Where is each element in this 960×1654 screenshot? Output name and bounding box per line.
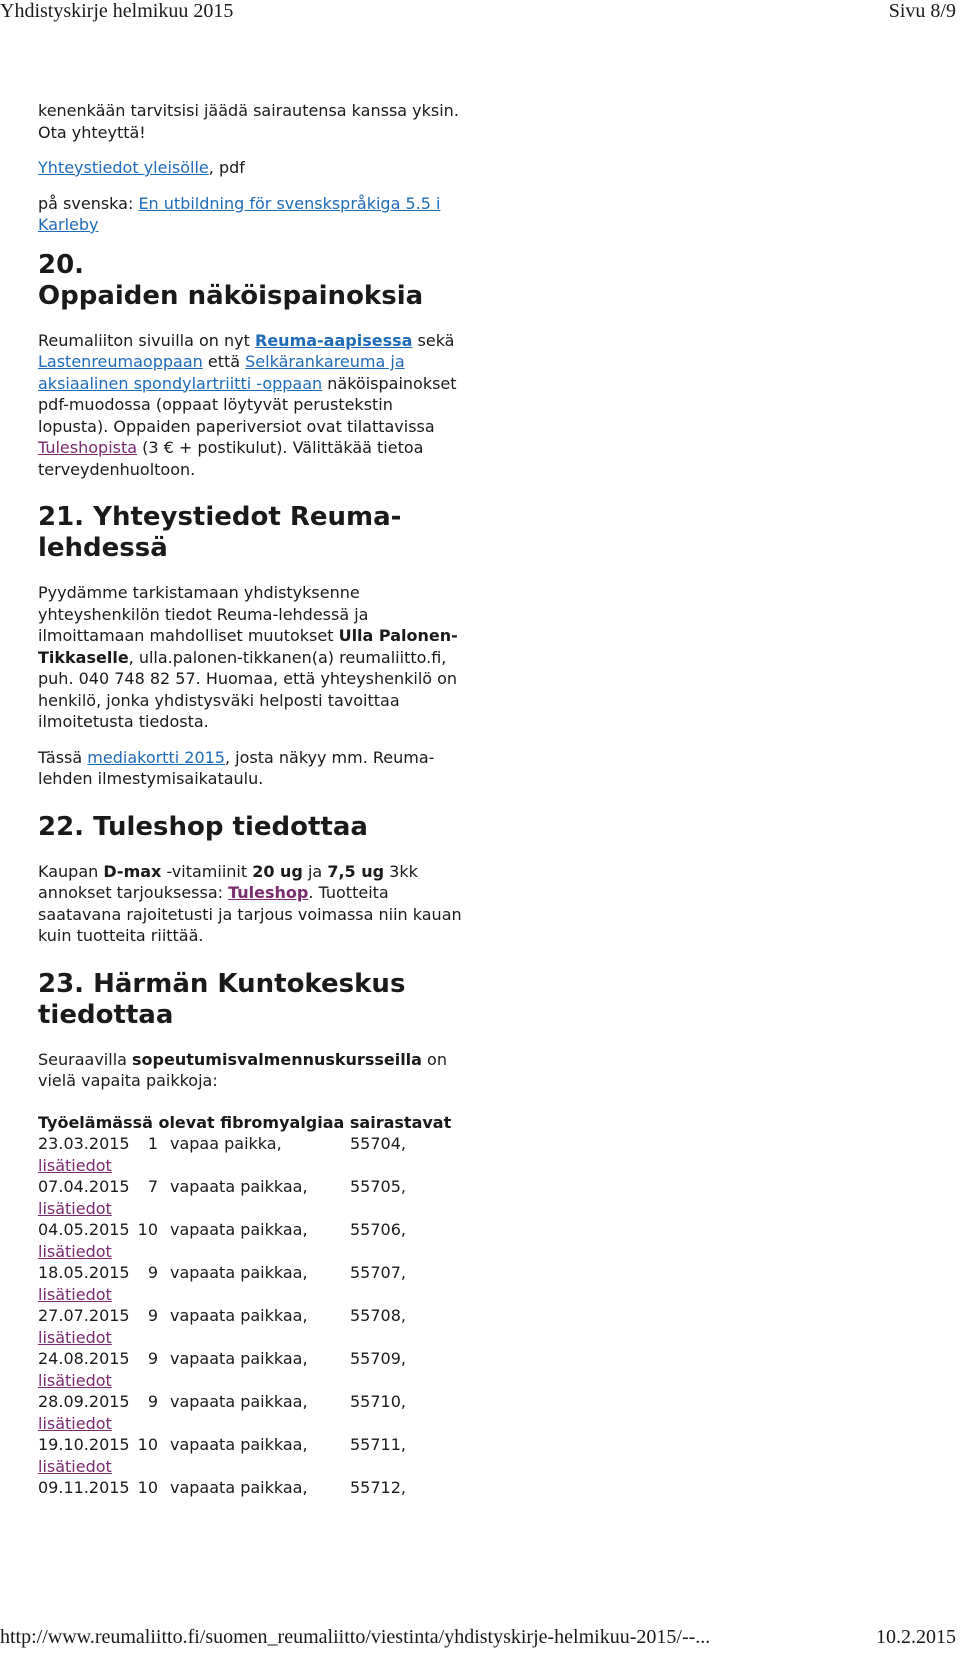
course-more-row: [38, 1413, 468, 1435]
course-seats-label: vapaata paikkaa,: [170, 1349, 308, 1368]
course-row: [38, 1305, 468, 1327]
mediakortti-link[interactable]: mediakortti 2015: [87, 747, 225, 767]
course-seats-label: vapaata paikkaa,: [170, 1478, 308, 1497]
course-details-link[interactable]: lisätiedot: [38, 1413, 112, 1433]
course-details-link[interactable]: lisätiedot: [38, 1327, 112, 1347]
course-more-row: [38, 1284, 468, 1306]
course-seats: 9: [147, 1263, 158, 1282]
course-details-link[interactable]: lisätiedot: [38, 1241, 112, 1261]
course-seats-label: vapaata paikkaa,: [170, 1177, 308, 1196]
course-row: [38, 1176, 468, 1198]
course-date: 27.07.2015: [38, 1306, 130, 1325]
section-21-media-line: Tässä mediakortti 2015, josta näkyy mm. Reuma-lehden ilmestymisaikataulu.: [38, 747, 435, 788]
reuma-aapinen-link[interactable]: Reuma-aapisessa: [255, 330, 413, 350]
course-seats: 10: [137, 1435, 158, 1454]
course-row: [38, 1133, 468, 1155]
course-more-row: [38, 1155, 468, 1177]
course-row: [38, 1434, 468, 1456]
intro-contact-line: Yhteystiedot yleisölle, pdf: [38, 158, 245, 177]
course-date: 19.10.2015: [38, 1435, 130, 1454]
spondylartriitti-opas-link[interactable]: Selkärankareuma ja aksiaalinen spondylartriitti -oppaan: [38, 352, 405, 393]
course-more-row: [38, 1327, 468, 1349]
course-more-row: [38, 1241, 468, 1263]
print-date: 10.2.2015: [876, 1626, 956, 1648]
course-date: 24.08.2015: [38, 1349, 130, 1368]
section-21-heading: 21. Yhteystiedot Reuma-lehdessä: [38, 502, 402, 563]
course-seats-label: vapaata paikkaa,: [170, 1392, 308, 1411]
course-code: 55705,: [350, 1177, 406, 1196]
course-seats: 9: [147, 1392, 158, 1411]
course-list: [38, 1133, 468, 1499]
course-row: [38, 1219, 468, 1241]
swedish-course-link[interactable]: En utbildning för svenskspråkiga 5.5 i Karleby: [38, 193, 441, 234]
course-details-link[interactable]: lisätiedot: [38, 1456, 112, 1476]
tuleshop-link[interactable]: Tuleshopista: [38, 438, 138, 457]
course-code: 55704,: [350, 1134, 406, 1153]
course-more-row: [38, 1198, 468, 1220]
course-seats: 7: [147, 1177, 158, 1196]
course-code: 55712,: [350, 1478, 406, 1497]
course-seats-label: vapaata paikkaa,: [170, 1220, 308, 1239]
course-code: 55706,: [350, 1220, 406, 1239]
course-code: 55710,: [350, 1392, 406, 1411]
page-footer: [0, 1626, 960, 1654]
course-code: 55707,: [350, 1263, 406, 1282]
course-seats: 9: [147, 1306, 158, 1325]
course-date: 04.05.2015: [38, 1220, 130, 1239]
course-row: [38, 1477, 468, 1499]
intro-text: kenenkään tarvitsisi jäädä sairautensa kanssa yksin. Ota yhteyttä!: [38, 101, 459, 142]
course-date: 28.09.2015: [38, 1392, 130, 1411]
course-details-link[interactable]: lisätiedot: [38, 1370, 112, 1390]
section-23-heading: 23. Härmän Kuntokeskus tiedottaa: [38, 968, 406, 1030]
page-url: http://www.reumaliitto.fi/suomen_reumaliitto/viestinta/yhdistyskirje-helmikuu-2015/--...: [0, 1626, 711, 1648]
course-seats: 10: [137, 1220, 158, 1239]
course-code: 55708,: [350, 1306, 406, 1325]
course-date: 23.03.2015: [38, 1134, 130, 1153]
page-number: Sivu 8/9: [888, 0, 956, 22]
intro-swedish-line: på svenska: En utbildning för svenskspråkiga 5.5 i Karleby: [38, 193, 441, 234]
course-row: [38, 1348, 468, 1370]
course-row: [38, 1391, 468, 1413]
course-more-row: [38, 1370, 468, 1392]
course-code: 55709,: [350, 1349, 406, 1368]
section-20-text: Reumaliiton sivuilla on nyt Reuma-aapisessa sekä Lastenreumaoppaan että Selkärankareuma ja aksiaalinen spondylartriitti -oppaan näköispainokset pdf-muodossa (oppaat löytyvät perustekstin lopusta). Oppaiden paperiversiot ovat tilattavissa Tuleshopista (3 € + postikulut). Välittäkää tietoa terveydenhuoltoon.: [38, 330, 457, 479]
section-23-text: Seuraavilla sopeutumisvalmennuskursseilla on vielä vapaita paikkoja:: [38, 1049, 447, 1090]
course-date: 18.05.2015: [38, 1263, 130, 1282]
lastenreumaopas-link[interactable]: Lastenreumaoppaan: [38, 352, 203, 371]
public-contacts-link[interactable]: Yhteystiedot yleisölle: [38, 158, 209, 177]
course-group-title: Työelämässä olevat fibromyalgiaa sairastavat: [38, 1112, 452, 1132]
course-details-link[interactable]: lisätiedot: [38, 1284, 112, 1304]
course-seats-label: vapaata paikkaa,: [170, 1263, 308, 1282]
section-20-heading: 20. Oppaiden näköispainoksia: [38, 249, 424, 311]
course-date: 09.11.2015: [38, 1478, 130, 1497]
course-seats: 9: [147, 1349, 158, 1368]
course-date: 07.04.2015: [38, 1177, 130, 1196]
tuleshop-offer-link[interactable]: Tuleshop: [228, 883, 309, 902]
document-title: Yhdistyskirje helmikuu 2015: [0, 0, 234, 22]
course-seats-label: vapaa paikka,: [170, 1134, 282, 1153]
page-header: [0, 0, 960, 30]
course-seats: 1: [147, 1134, 158, 1153]
course-seats-label: vapaata paikkaa,: [170, 1435, 308, 1454]
course-details-link[interactable]: lisätiedot: [38, 1198, 112, 1218]
course-details-link[interactable]: lisätiedot: [38, 1155, 112, 1175]
section-21-text: Pyydämme tarkistamaan yhdistyksenne yhteyshenkilön tiedot Reuma-lehdessä ja ilmoittamaan mahdolliset muutokset Ulla Palonen-Tikkaselle, ulla.palonen-tikkanen(a) reumaliitto.fi, puh. 040 748 82 57. Huomaa, että yhteyshenkilö on henkilö, jonka yhdistysväki helposti tavoittaa ilmoitetusta tiedosta.: [38, 583, 458, 731]
course-code: 55711,: [350, 1435, 406, 1454]
course-seats-label: vapaata paikkaa,: [170, 1306, 308, 1325]
course-seats: 10: [137, 1478, 158, 1497]
course-row: [38, 1262, 468, 1284]
section-22-text: Kaupan D-max -vitamiinit 20 ug ja 7,5 ug 3kk annokset tarjouksessa: Tuleshop. Tuotteita saatavana rajoitetusti ja tarjous voimassa niin kauan kuin tuotteita riittää.: [38, 861, 462, 945]
article-content: [38, 100, 468, 1499]
course-more-row: [38, 1456, 468, 1478]
section-22-heading: 22. Tuleshop tiedottaa: [38, 811, 368, 842]
